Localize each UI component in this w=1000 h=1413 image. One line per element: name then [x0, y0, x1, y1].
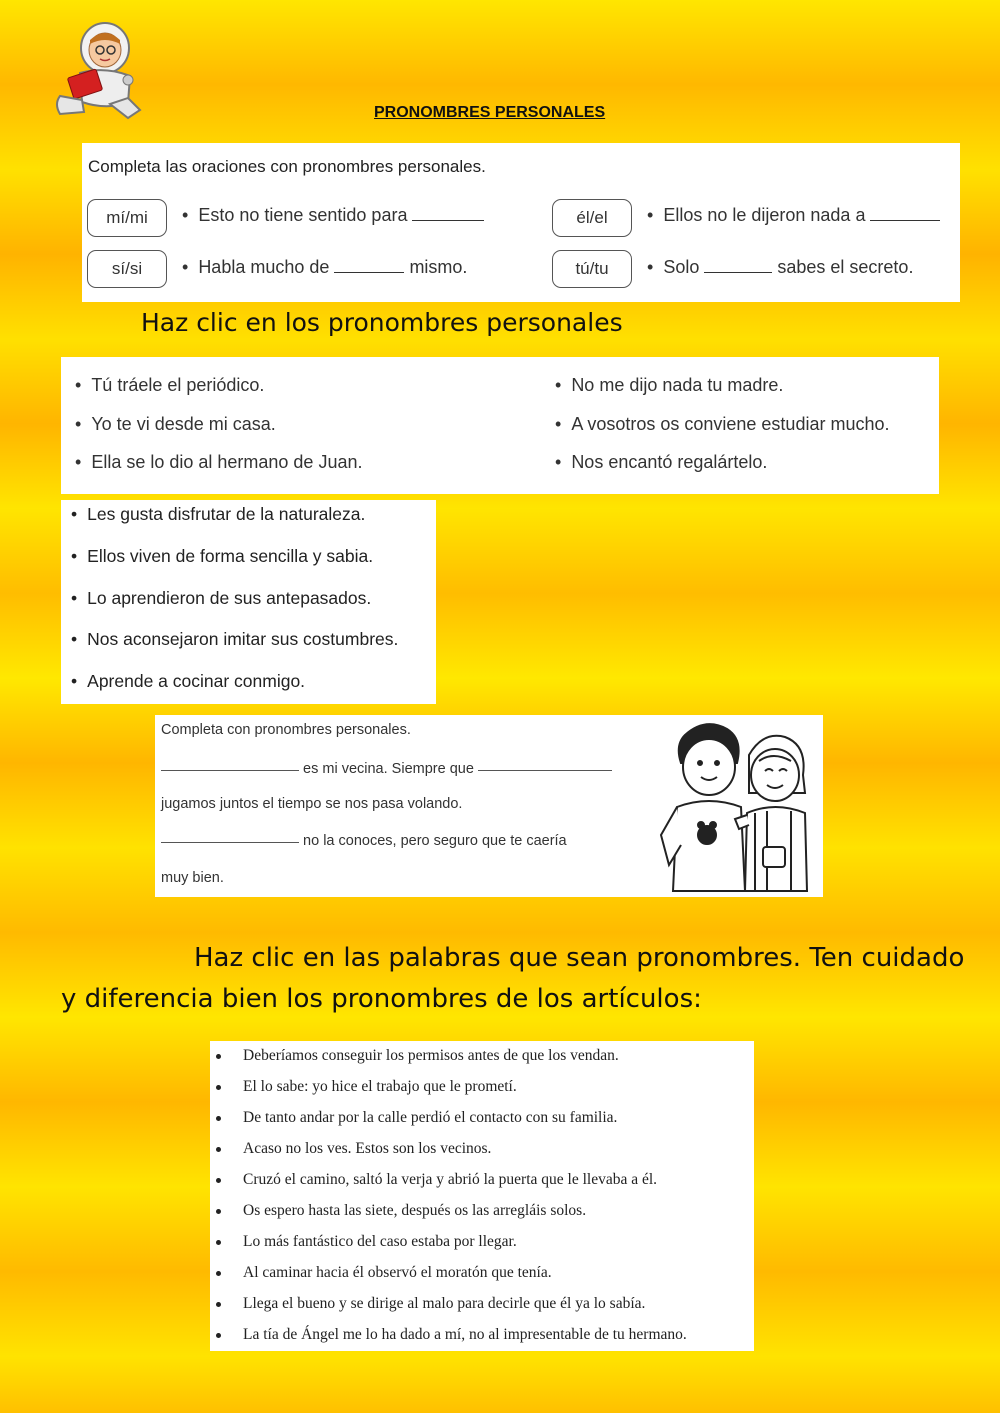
answer-blank[interactable] [161, 770, 299, 771]
answer-blank[interactable] [334, 272, 404, 273]
list-item[interactable] [75, 375, 264, 396]
bullet-dot [216, 1178, 221, 1183]
option-el: él/el [552, 199, 632, 237]
bullet: • [75, 452, 82, 472]
bullet: • [71, 671, 78, 691]
bullet: • [75, 414, 82, 434]
bullet: • [71, 629, 78, 649]
option-mi: mí/mi [87, 199, 167, 237]
bullet: • [71, 546, 78, 566]
bullet: • [647, 205, 654, 225]
bullet-dot [216, 1209, 221, 1214]
item-text: Acaso no los ves. Estos son los vecinos. [243, 1140, 492, 1157]
sentence-text: Ellos no le dijeron nada a [663, 205, 866, 225]
pronoun-vs-article-panel [210, 1041, 754, 1351]
item-text: Ella se lo dio al hermano de Juan. [91, 452, 363, 472]
item-text: Deberíamos conseguir los permisos antes de que los vendan. [243, 1047, 619, 1064]
list-item[interactable] [555, 452, 767, 473]
complete-pronouns-panel [155, 715, 823, 897]
sentence-row [647, 205, 940, 226]
option-tu: tú/tu [552, 250, 632, 288]
section4-heading: Completa con pronombres personales. [161, 722, 411, 738]
item-text: Nos aconsejaron imitar sus costumbres. [87, 629, 399, 649]
sentence-row [647, 257, 913, 278]
answer-blank[interactable] [412, 220, 484, 221]
bullet: • [75, 375, 82, 395]
list-item[interactable] [216, 1202, 586, 1220]
sentence-text: Solo [663, 257, 700, 277]
item-text: Tú tráele el periódico. [91, 375, 265, 395]
astronaut-reading-icon [50, 18, 145, 123]
item-text: Al caminar hacia él observó el moratón que tenía. [243, 1264, 552, 1281]
bullet: • [555, 452, 562, 472]
list-item[interactable] [71, 504, 365, 525]
item-text: Os espero hasta las siete, después os las arregláis solos. [243, 1202, 587, 1219]
sentence-line: muy bien. [161, 870, 224, 886]
list-item[interactable] [75, 452, 362, 473]
list-item[interactable] [555, 414, 890, 435]
sentence-text: Habla mucho de [198, 257, 330, 277]
children-illustration-icon [655, 715, 823, 897]
list-item[interactable] [216, 1047, 619, 1065]
sentence-text: no la conoces, pero seguro que te caería [303, 833, 567, 849]
sentence-line: jugamos juntos el tiempo se nos pasa volando. [161, 796, 463, 812]
bullet: • [555, 375, 562, 395]
bullet-dot [216, 1240, 221, 1245]
bullet: • [647, 257, 654, 277]
list-item[interactable] [71, 629, 398, 650]
list-item[interactable] [216, 1264, 552, 1282]
option-si: sí/si [87, 250, 167, 288]
list-item[interactable] [555, 375, 783, 396]
list-item[interactable] [216, 1233, 517, 1251]
answer-blank[interactable] [704, 272, 772, 273]
bullet-dot [216, 1147, 221, 1152]
list-item[interactable] [71, 546, 373, 567]
instruction-heading-2-line2: y diferencia bien los pronombres de los artículos: [61, 984, 702, 1014]
list-item[interactable] [216, 1109, 617, 1127]
click-pronouns-panel [61, 357, 939, 494]
answer-blank[interactable] [478, 770, 612, 771]
answer-blank[interactable] [161, 842, 299, 843]
bullet-dot [216, 1333, 221, 1338]
sentence-line [161, 761, 612, 777]
item-text: Cruzó el camino, saltó la verja y abrió la puerta que le llevaba a él. [243, 1171, 658, 1188]
item-text: Llega el bueno y se dirige al malo para decirle que él ya lo sabía. [243, 1295, 646, 1312]
instruction-heading: Haz clic en los pronombres personales [141, 308, 623, 337]
list-item[interactable] [216, 1326, 687, 1344]
list-item[interactable] [216, 1078, 517, 1096]
list-item[interactable] [75, 414, 276, 435]
section1-heading: Completa las oraciones con pronombres personales. [88, 157, 486, 176]
bullet: • [71, 588, 78, 608]
sentence-text: es mi vecina. Siempre que [303, 761, 474, 777]
item-text: Aprende a cocinar conmigo. [87, 671, 306, 691]
item-text: A vosotros os conviene estudiar mucho. [571, 414, 890, 434]
list-item[interactable] [216, 1171, 657, 1189]
pronoun-sentences-panel [61, 500, 436, 704]
item-text: Lo aprendieron de sus antepasados. [87, 588, 372, 608]
sentence-text: Esto no tiene sentido para [198, 205, 408, 225]
item-text: Nos encantó regalártelo. [571, 452, 768, 472]
bullet: • [182, 205, 189, 225]
item-text: Lo más fantástico del caso estaba por llegar. [243, 1233, 517, 1250]
item-text: No me dijo nada tu madre. [571, 375, 784, 395]
fill-sentences-panel [82, 143, 960, 302]
item-text: Ellos viven de forma sencilla y sabia. [87, 546, 374, 566]
item-text: Yo te vi desde mi casa. [91, 414, 276, 434]
bullet-dot [216, 1302, 221, 1307]
instruction-heading-2-line1: Haz clic en las palabras que sean pronombres. Ten cuidado [194, 943, 965, 973]
bullet-dot [216, 1085, 221, 1090]
list-item[interactable] [71, 588, 371, 609]
sentence-text-after: sabes el secreto. [777, 257, 914, 277]
sentence-row [182, 205, 484, 226]
list-item[interactable] [71, 671, 305, 692]
list-item[interactable] [216, 1140, 491, 1158]
answer-blank[interactable] [870, 220, 940, 221]
item-text: Les gusta disfrutar de la naturaleza. [87, 504, 366, 524]
sentence-text-after: mismo. [409, 257, 468, 277]
item-text: De tanto andar por la calle perdió el contacto con su familia. [243, 1109, 618, 1126]
bullet: • [555, 414, 562, 434]
bullet-dot [216, 1054, 221, 1059]
sentence-line [161, 833, 567, 849]
bullet-dot [216, 1271, 221, 1276]
item-text: La tía de Ángel me lo ha dado a mí, no al impresentable de tu hermano. [243, 1326, 687, 1343]
bullet: • [71, 504, 78, 524]
sentence-row [182, 257, 467, 278]
bullet: • [182, 257, 189, 277]
item-text: El lo sabe: yo hice el trabajo que le prometí. [243, 1078, 517, 1095]
bullet-dot [216, 1116, 221, 1121]
page-title: PRONOMBRES PERSONALES [374, 104, 606, 121]
list-item[interactable] [216, 1295, 645, 1313]
